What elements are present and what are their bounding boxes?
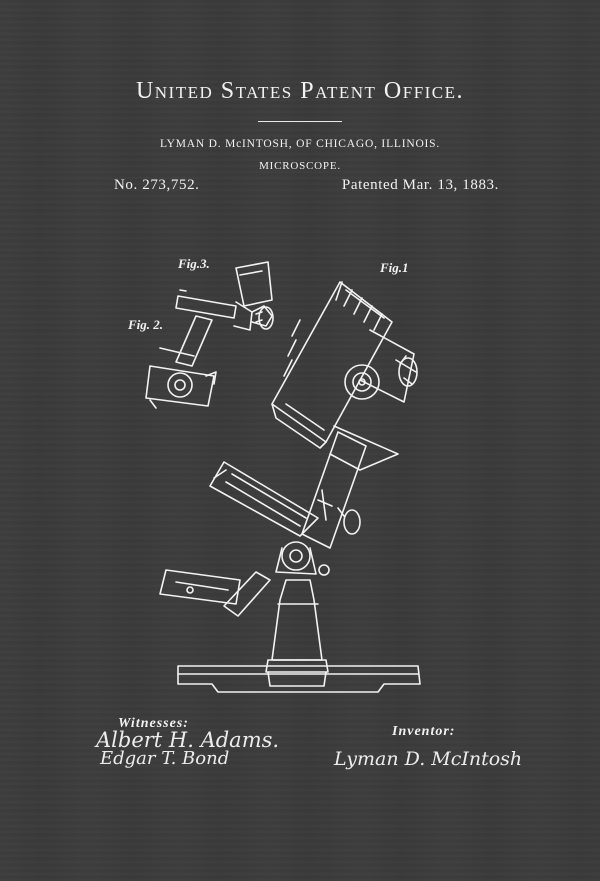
- patent-date: Patented Mar. 13, 1883.: [341, 177, 499, 193]
- inventor-signature: Lyman D. McIntosh: [334, 748, 523, 770]
- fig1-label: Fig.1: [380, 260, 409, 275]
- office-title: United States Patent Office.: [135, 78, 465, 104]
- patent-number: No. 273,752.: [114, 177, 200, 193]
- inventor-label: Inventor:: [392, 724, 456, 739]
- witnesses-label: Witnesses:: [118, 716, 189, 731]
- fig3-label: Fig.3.: [178, 256, 210, 271]
- fig1-main: [160, 282, 420, 692]
- fig2-label: Fig. 2.: [128, 317, 164, 332]
- inventor-line: LYMAN D. McINTOSH, OF CHICAGO, ILLINOIS.: [159, 138, 441, 150]
- invention-title: MICROSCOPE.: [259, 160, 341, 172]
- witness-signature-1: Albert H. Adams.: [96, 728, 280, 752]
- witness-signature-2: Edgar T. Bond: [100, 748, 230, 769]
- fig2-detail: [146, 316, 216, 408]
- fig3-detail: [176, 262, 273, 330]
